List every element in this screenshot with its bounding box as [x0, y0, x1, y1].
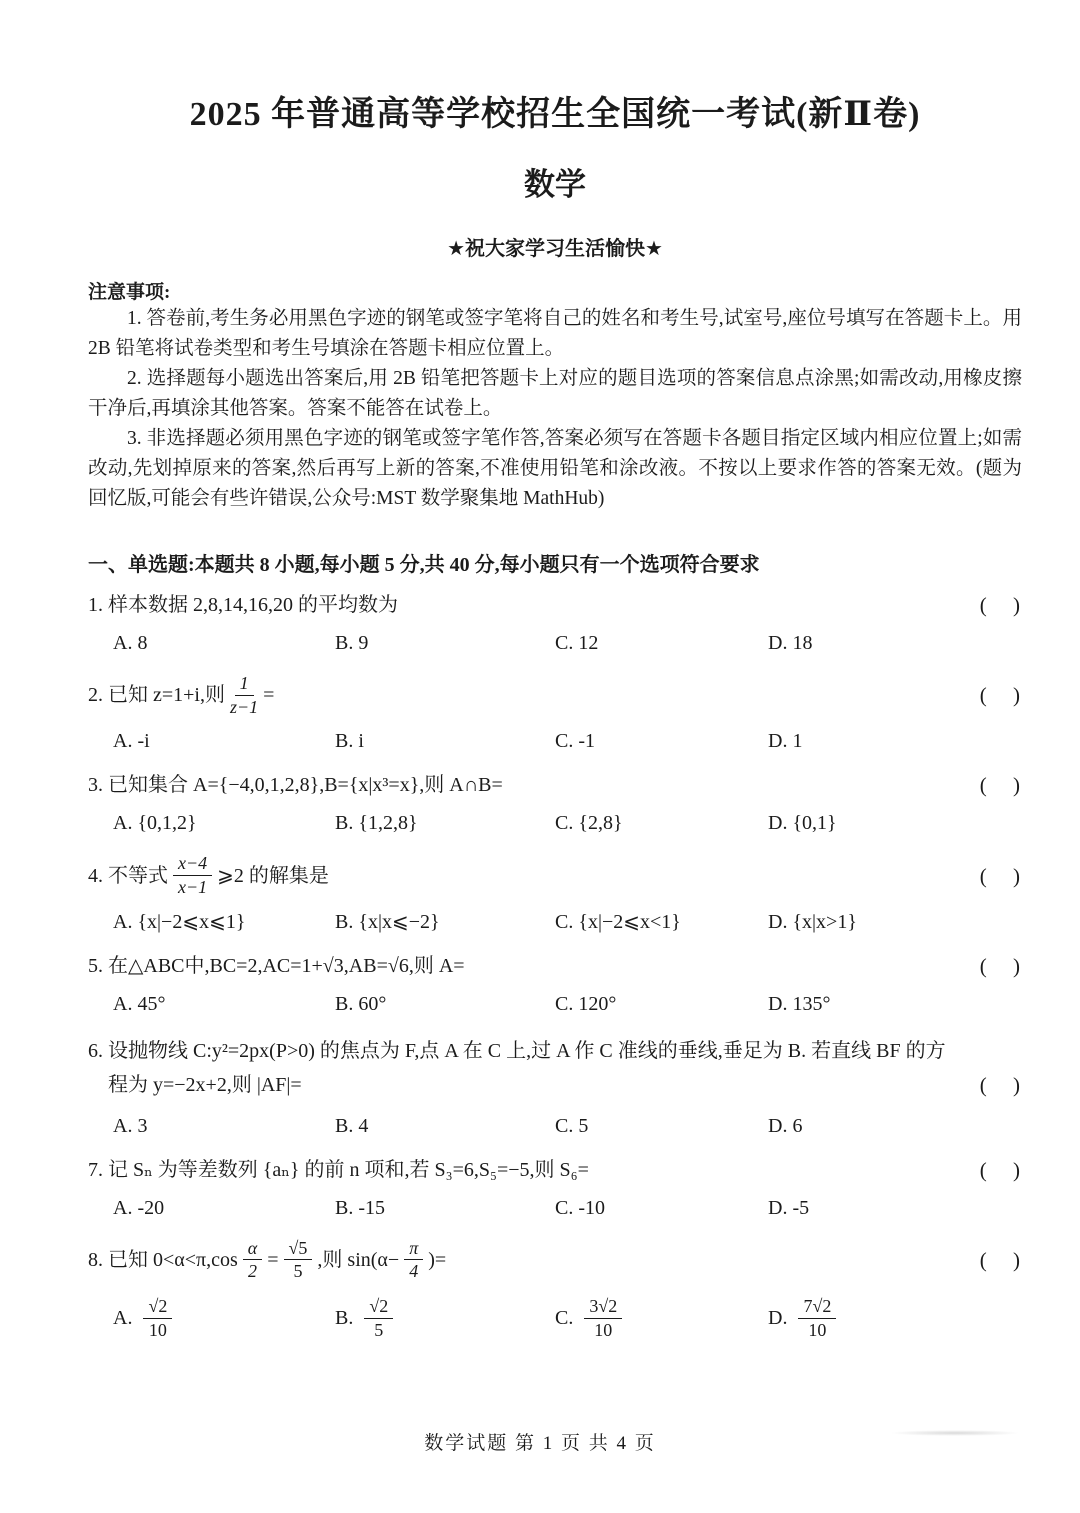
fraction-denominator: x−1 [178, 877, 208, 898]
option-label: C. [555, 1307, 574, 1330]
question-2-fraction [230, 673, 258, 717]
fraction-denominator: 10 [808, 1319, 827, 1340]
question-4-option-c: C. {x|−2⩽x<1} [555, 910, 681, 933]
question-8-answer-bracket: ( ) [979, 1247, 1020, 1272]
option-fraction [798, 1296, 836, 1340]
fraction-denominator: 10 [594, 1319, 613, 1340]
question-3-option-c: C. {2,8} [555, 812, 623, 835]
question-8-stem-post: )= [428, 1248, 447, 1271]
question-1-option-a: A. 8 [113, 632, 148, 654]
fraction-numerator: √2 [143, 1296, 172, 1319]
question-8-stem-pre: 8. 已知 0<α<π,cos [88, 1248, 238, 1271]
question-4-option-a: A. {x|−2⩽x⩽1} [113, 910, 246, 933]
question-8-option-c [555, 1296, 768, 1340]
option-label: B. [335, 1307, 354, 1330]
question-7-option-c: C. -10 [555, 1196, 605, 1219]
fraction-numerator: 7√2 [798, 1296, 836, 1319]
question-6-option-b: B. 4 [335, 1114, 369, 1137]
fraction-numerator: α [243, 1238, 262, 1261]
page-footer: 数学试题 第 1 页 共 4 页 [424, 1433, 656, 1454]
question-8-fraction-sqrt5-over-5 [284, 1238, 313, 1282]
question-7 [88, 1156, 1022, 1221]
question-7-answer-bracket: ( ) [979, 1157, 1020, 1182]
question-3 [88, 771, 1022, 836]
question-1-option-c: C. 12 [555, 632, 599, 654]
exam-subject: 数学 [524, 167, 586, 202]
fraction-numerator: √5 [284, 1238, 313, 1261]
question-3-stem: 3. 已知集合 A={−4,0,1,2,8},B={x|x³=x},则 A∩B= [88, 774, 503, 797]
question-5-option-a: A. 45° [113, 992, 166, 1015]
question-1 [88, 591, 1022, 656]
question-8-option-a [113, 1296, 335, 1340]
option-fraction [584, 1296, 622, 1340]
question-1-answer-bracket: ( ) [979, 593, 1020, 617]
question-4-option-d: D. {x|x>1} [768, 910, 857, 933]
notice-item-1: 1. 答卷前,考生务必用黑色字迹的钢笔或签字笔将自己的姓名和考生号,试室号,座位号填写在答题卡上。用 2B 铅笔将试卷类型和考生号填涂在答题卡相应位置上。 [88, 308, 1022, 359]
greeting-line: ★祝大家学习生活愉快★ [447, 238, 663, 260]
question-1-stem: 1. 样本数据 2,8,14,16,20 的平均数为 [88, 594, 398, 616]
question-2 [88, 673, 1022, 754]
question-4 [88, 853, 1022, 934]
fraction-denominator: 4 [409, 1261, 419, 1282]
question-4-option-b: B. {x|x⩽−2} [335, 910, 440, 933]
question-2-option-a: A. -i [113, 730, 150, 753]
question-4-stem-pre: 4. 不等式 [88, 864, 168, 887]
question-8 [88, 1238, 1022, 1341]
option-fraction [143, 1296, 172, 1340]
notice-item-2: 2. 选择题每小题选出答案后,用 2B 铅笔把答题卡上对应的题目选项的答案信息点涂黑;如需改动,用橡皮擦干净后,再填涂其他答案。答案不能答在试卷上。 [88, 368, 1022, 419]
notice-heading: 注意事项: [88, 282, 171, 303]
question-6-stem-line1: 6. 设抛物线 C:y²=2px(P>0) 的焦点为 F,点 A 在 C 上,过 A 作 C 准线的垂线,垂足为 B. 若直线 BF 的方 [88, 1039, 946, 1062]
fraction-denominator: z−1 [230, 696, 259, 717]
question-6-stem-line2: 程为 y=−2x+2,则 |AF|= [108, 1073, 302, 1096]
fraction-numerator: π [404, 1238, 423, 1261]
question-1-option-b: B. 9 [335, 632, 369, 654]
fraction-denominator: 5 [293, 1261, 303, 1282]
question-8-option-d [768, 1296, 1022, 1340]
question-7-option-d: D. -5 [768, 1196, 810, 1219]
question-5-option-d: D. 135° [768, 992, 831, 1015]
question-8-fraction-alpha-over-2 [243, 1238, 262, 1282]
question-6-option-a: A. 3 [113, 1114, 148, 1137]
question-8-stem-mid: ,则 sin(α− [317, 1248, 400, 1271]
exam-title: 2025 年普通高等学校招生全国统一考试(新Ⅱ卷) [189, 96, 921, 133]
question-7-stem: 7. 记 Sₙ 为等差数列 {aₙ} 的前 n 项和,若 S₃=6,S₅=−5,则 S₆= [88, 1158, 589, 1181]
question-7-option-a: A. -20 [113, 1196, 165, 1219]
question-6-option-d: D. 6 [768, 1114, 803, 1137]
question-5-option-c: C. 120° [555, 992, 617, 1015]
question-4-stem-post: ⩾2 的解集是 [217, 864, 329, 887]
fraction-numerator: 1 [235, 673, 254, 696]
fraction-numerator: √2 [364, 1296, 393, 1319]
question-6-answer-bracket: ( ) [979, 1072, 1020, 1097]
question-5-option-b: B. 60° [335, 992, 387, 1015]
question-2-answer-bracket: ( ) [979, 683, 1020, 708]
fraction-denominator: 2 [248, 1261, 258, 1282]
fraction-denominator: 5 [374, 1319, 384, 1340]
question-5 [88, 952, 1022, 1017]
fraction-denominator: 10 [148, 1319, 167, 1340]
notice-item-3: 3. 非选择题必须用黑色字迹的钢笔或签字笔作答,答案必须写在答题卡各题目指定区域内相应位置上;如需改动,先划掉原来的答案,然后再写上新的答案,不准使用铅笔和涂改液。不按以上要求作答的答案无效。(题为回忆版,可能会有些许错误,公众号:MST 数学聚集地 MathHub) [88, 428, 1022, 509]
notice-section [88, 277, 1022, 514]
question-1-option-d: D. 18 [768, 632, 813, 654]
question-7-option-b: B. -15 [335, 1196, 385, 1219]
question-3-option-b: B. {1,2,8} [335, 812, 418, 835]
question-8-equals: = [267, 1248, 279, 1271]
question-5-stem: 5. 在△ABC中,BC=2,AC=1+√3,AB=√6,则 A= [88, 954, 465, 977]
fraction-numerator: x−4 [173, 853, 212, 876]
question-2-option-c: C. -1 [555, 730, 595, 753]
option-label: D. [768, 1307, 788, 1330]
question-6-option-c: C. 5 [555, 1114, 589, 1137]
question-3-answer-bracket: ( ) [979, 773, 1020, 798]
question-5-answer-bracket: ( ) [979, 953, 1020, 978]
question-6 [88, 1034, 1022, 1139]
question-2-stem-post: = [263, 684, 275, 707]
question-8-option-b [335, 1296, 555, 1340]
question-8-fraction-pi-over-4 [404, 1238, 423, 1282]
section-heading: 一、单选题:本题共 8 小题,每小题 5 分,共 40 分,每小题只有一个选项符合要求 [88, 554, 760, 576]
question-2-option-b: B. i [335, 730, 364, 753]
question-3-option-d: D. {0,1} [768, 812, 837, 835]
question-2-option-d: D. 1 [768, 730, 803, 753]
option-fraction [364, 1296, 393, 1340]
question-2-stem-pre: 2. 已知 z=1+i,则 [88, 684, 225, 707]
question-3-option-a: A. {0,1,2} [113, 812, 197, 835]
fraction-numerator: 3√2 [584, 1296, 622, 1319]
option-label: A. [113, 1307, 133, 1330]
question-4-fraction [173, 853, 212, 897]
question-4-answer-bracket: ( ) [979, 863, 1020, 888]
